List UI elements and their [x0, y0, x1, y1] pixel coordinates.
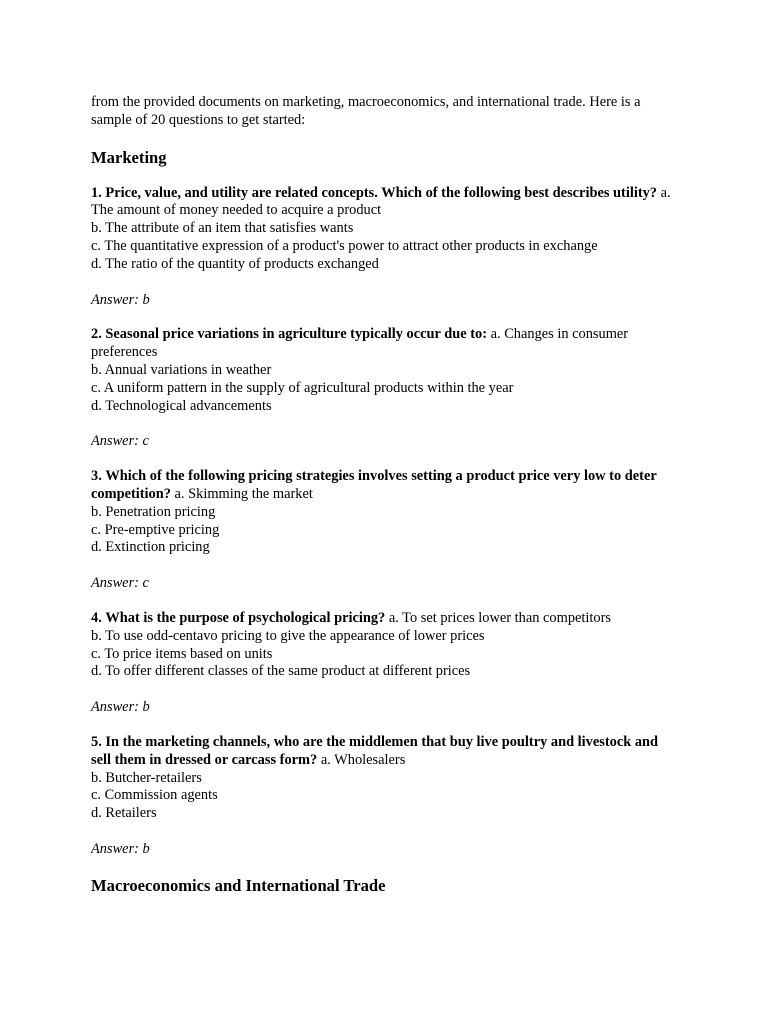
option-c: c. To price items based on units	[91, 645, 273, 662]
answer-1: Answer: b	[91, 291, 150, 308]
question-text: Seasonal price variations in agriculture typically occur due to:	[105, 326, 488, 343]
option-a: a. The amount of money needed to acquire a product	[91, 184, 671, 219]
answer-5: Answer: b	[91, 840, 150, 857]
question-3	[91, 468, 681, 557]
option-c: c. A uniform pattern in the supply of agricultural products within the year	[91, 379, 514, 396]
option-a: a. Changes in consumer preferences	[91, 326, 629, 361]
section-heading-macroeconomics: Macroeconomics and International Trade	[91, 875, 386, 895]
option-b: b. Butcher-retailers	[91, 769, 202, 786]
question-text: Which of the following pricing strategies involves setting a product price very low to deter competition?	[91, 468, 657, 502]
option-c: c. Pre-emptive pricing	[91, 521, 220, 538]
option-b: b. The attribute of an item that satisfies wants	[91, 220, 354, 237]
option-a: a. Skimming the market	[174, 485, 313, 502]
option-a: a. Wholesalers	[320, 751, 406, 768]
intro-paragraph: from the provided documents on marketing, macroeconomics, and international trade. Here is a sample of 20 questions to get started:	[91, 94, 641, 128]
section-heading-marketing: Marketing	[91, 147, 167, 167]
option-c: c. Commission agents	[91, 787, 218, 804]
option-b: b. Penetration pricing	[91, 503, 216, 520]
question-number: 4.	[91, 609, 102, 626]
option-b: b. To use odd-centavo pricing to give the appearance of lower prices	[91, 627, 485, 644]
option-c: c. The quantitative expression of a product's power to attract other products in exchange	[91, 237, 598, 254]
option-b: b. Annual variations in weather	[91, 361, 272, 378]
question-2	[91, 326, 681, 415]
answer-4: Answer: b	[91, 699, 150, 716]
question-text: What is the purpose of psychological pricing?	[105, 609, 386, 626]
question-number: 1.	[91, 184, 102, 201]
option-d: d. The ratio of the quantity of products exchanged	[91, 255, 379, 272]
option-d: d. Extinction pricing	[91, 539, 210, 556]
option-a: a. To set prices lower than competitors	[388, 609, 611, 626]
question-number: 3.	[91, 468, 102, 485]
question-number: 2.	[91, 326, 102, 343]
option-d: d. To offer different classes of the same product at different prices	[91, 663, 471, 680]
question-4	[91, 610, 681, 681]
question-text: In the marketing channels, who are the middlemen that buy live poultry and livestock and sell them in dressed or carcass form?	[91, 733, 659, 768]
question-5	[91, 734, 681, 823]
answer-2: Answer: c	[91, 433, 149, 450]
question-number: 5.	[91, 733, 102, 750]
question-1	[91, 185, 681, 274]
option-d: d. Technological advancements	[91, 397, 272, 414]
answer-3: Answer: c	[91, 575, 149, 592]
document-page	[91, 94, 681, 896]
question-text: Price, value, and utility are related concepts. Which of the following best describes utility?	[105, 184, 658, 201]
option-d: d. Retailers	[91, 805, 157, 822]
